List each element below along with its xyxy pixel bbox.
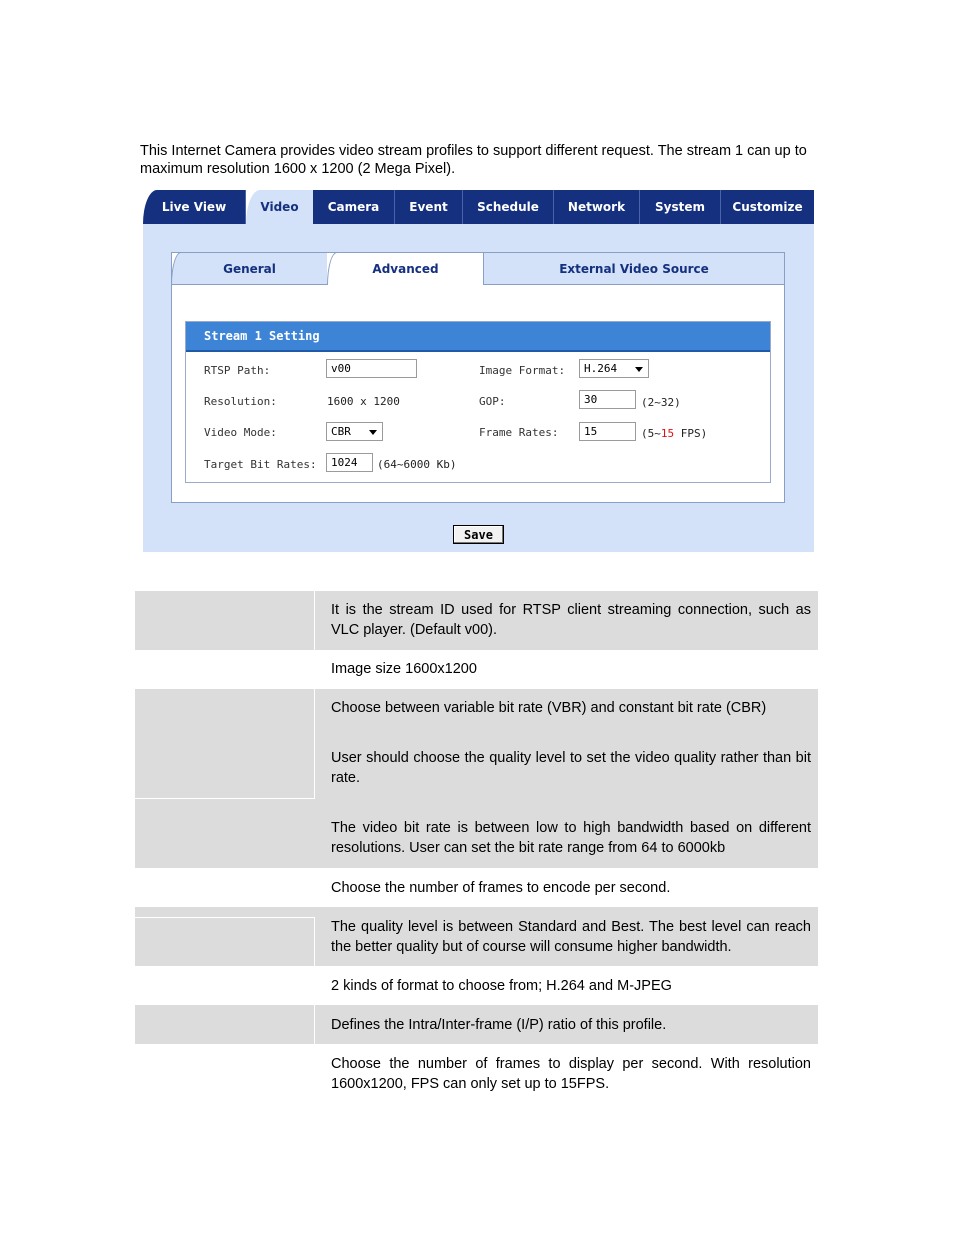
quality-level-description: User should choose the quality level to set the video quality rather than bit rate. bbox=[331, 750, 811, 786]
chevron-down-icon bbox=[635, 367, 643, 372]
frame-rates-range-hint: (5~15 FPS) bbox=[641, 427, 708, 440]
gop-input[interactable]: 30 bbox=[579, 390, 636, 409]
frame-rates-encode-description: Choose the number of frames to encode per second. bbox=[331, 880, 671, 896]
video-mode-description: Choose between variable bit rate (VBR) and constant bit rate (CBR) bbox=[331, 700, 767, 716]
chevron-down-icon bbox=[369, 430, 377, 435]
video-mode-label: Video Mode: bbox=[204, 426, 277, 439]
tab-schedule[interactable]: Schedule bbox=[463, 190, 554, 224]
video-mode-select[interactable] bbox=[326, 422, 383, 441]
sub-tabs bbox=[171, 252, 785, 286]
camera-settings-panel bbox=[143, 190, 814, 552]
subtab-advanced[interactable]: Advanced bbox=[327, 252, 483, 285]
tab-network[interactable]: Network bbox=[554, 190, 640, 224]
bit-rate-range-hint: (64~6000 Kb) bbox=[377, 458, 457, 471]
rtsp-path-label: RTSP Path: bbox=[204, 364, 271, 377]
frame-rates-label: Frame Rates: bbox=[479, 426, 559, 439]
resolution-label: Resolution: bbox=[204, 395, 277, 408]
target-bit-rates-input[interactable]: 1024 bbox=[326, 453, 373, 472]
tab-video[interactable]: Video bbox=[246, 190, 313, 224]
target-bit-rates-description: The video bit rate is between low to high bandwidth based on different resolutions. User can set the bit rate range from 64 to 6000kb bbox=[331, 820, 811, 856]
image-format-select[interactable] bbox=[579, 359, 649, 378]
subtab-external-video-source[interactable]: External Video Source bbox=[483, 252, 785, 285]
resolution-value: 1600 x 1200 bbox=[327, 395, 400, 408]
rtsp-path-description: It is the stream ID used for RTSP client streaming connection, such as VLC player. (Default v00). bbox=[331, 602, 811, 638]
tab-customize[interactable]: Customize bbox=[721, 190, 814, 224]
stream-1-setting-box bbox=[185, 321, 771, 483]
stream-1-title: Stream 1 Setting bbox=[186, 322, 770, 352]
gop-description: Defines the Intra/Inter-frame (I/P) ratio of this profile. bbox=[331, 1017, 667, 1033]
intro-paragraph: This Internet Camera provides video stream profiles to support different request. The stream 1 can up to maximum resolution 1600 x 1200 (2 Mega Pixel). bbox=[140, 143, 807, 177]
save-button[interactable]: Save bbox=[453, 525, 504, 544]
main-nav bbox=[143, 190, 814, 224]
max-fps-highlight: 15 bbox=[660, 427, 675, 440]
image-format-description: 2 kinds of format to choose from; H.264 and M-JPEG bbox=[331, 978, 672, 994]
image-format-value: H.264 bbox=[584, 362, 618, 375]
frame-rates-input[interactable]: 15 bbox=[579, 422, 636, 441]
rtsp-path-input[interactable]: v00 bbox=[326, 359, 417, 378]
quality-description: The quality level is between Standard and Best. The best level can reach the better quality but of course will consume higher bandwidth. bbox=[331, 919, 811, 955]
gop-label: GOP: bbox=[479, 395, 506, 408]
frame-rates-display-description: Choose the number of frames to display per second. With resolution 1600x1200, FPS can only set up to 15FPS. bbox=[331, 1056, 811, 1092]
video-mode-value: CBR bbox=[331, 425, 351, 438]
target-bit-rates-label: Target Bit Rates: bbox=[204, 458, 317, 471]
image-format-label: Image Format: bbox=[479, 364, 566, 377]
tab-event[interactable]: Event bbox=[395, 190, 463, 224]
subtab-general[interactable]: General bbox=[171, 252, 327, 285]
tab-live-view[interactable]: Live View bbox=[143, 190, 246, 224]
resolution-description: Image size 1600x1200 bbox=[331, 661, 477, 677]
gop-range-hint: (2~32) bbox=[641, 396, 681, 409]
tab-camera[interactable]: Camera bbox=[313, 190, 395, 224]
tab-system[interactable]: System bbox=[640, 190, 721, 224]
